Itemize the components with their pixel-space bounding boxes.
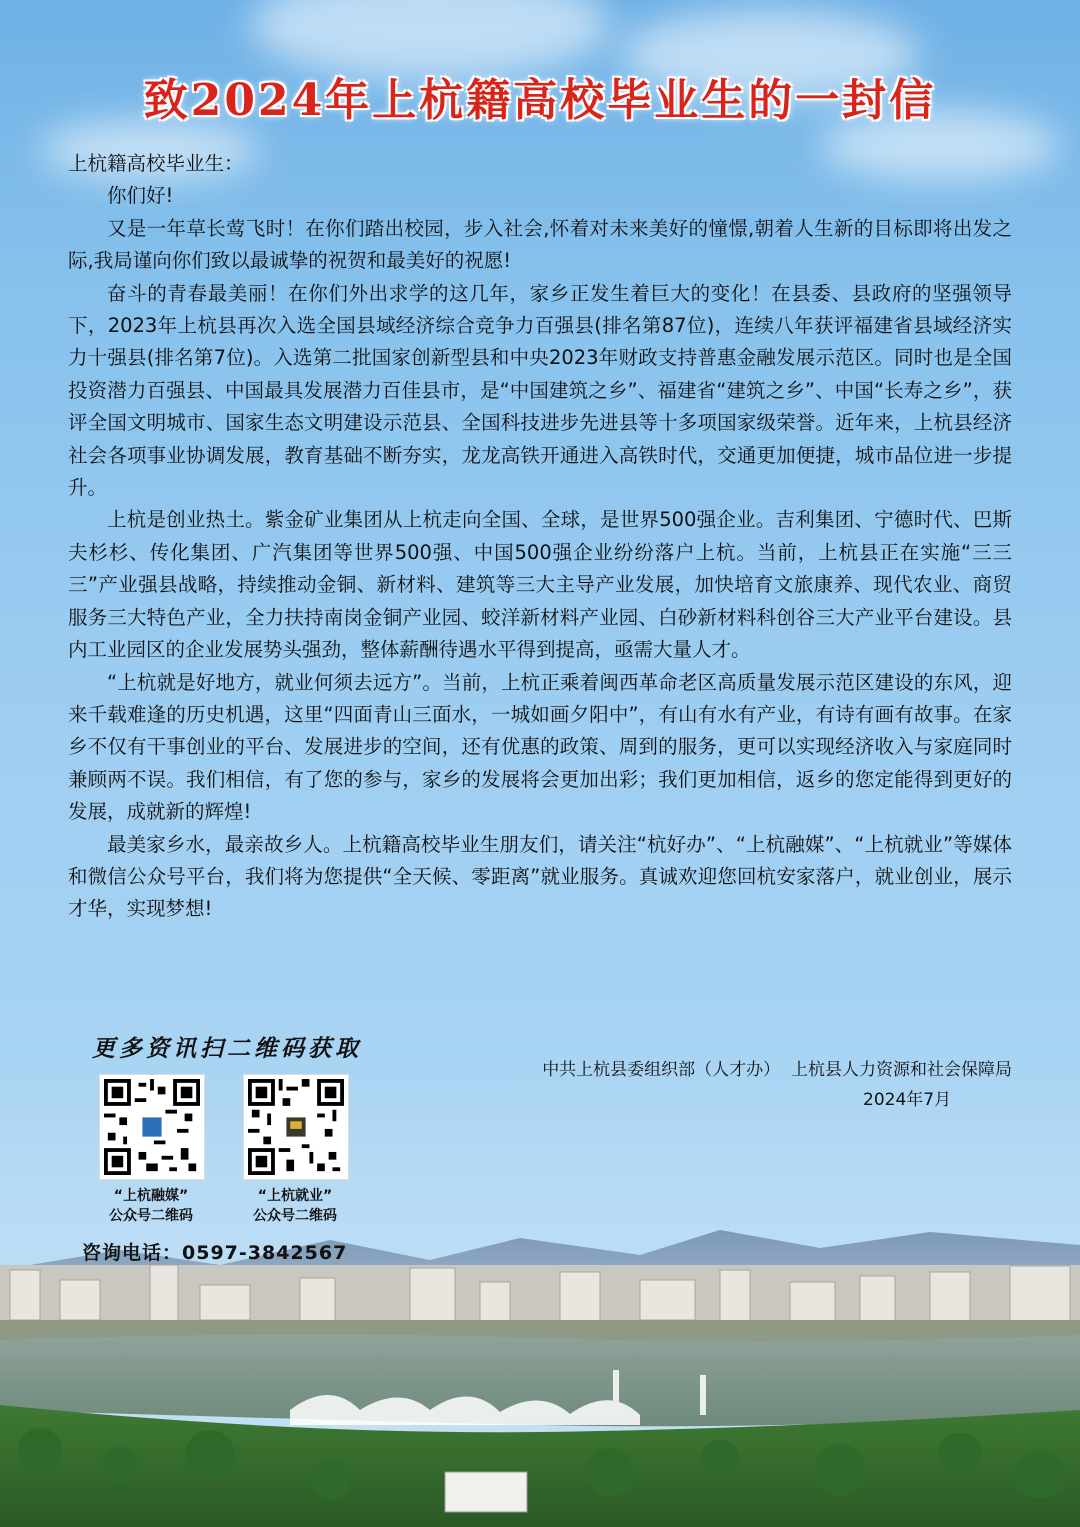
signature <box>542 1055 1012 1115</box>
qr-code-icon <box>248 1079 344 1175</box>
paragraph: 最美家乡水，最亲故乡人。上杭籍高校毕业生朋友们，请关注“杭好办”、“上杭融媒”、“上杭就业”等媒体和微信公众号平台，我们将为您提供“全天候、零距离”就业服务。真诚欢迎您回杭安家落户，就业创业，展示才华，实现梦想! <box>68 832 1012 921</box>
hotline: 咨询电话：0597-3842567 <box>82 1242 348 1264</box>
paragraph: 又是一年草长莺飞时！在你们踏出校园，步入社会,怀着对未来美好的憧憬,朝着人生新的目标即将出发之际,我局谨向你们致以最诚挚的祝贺和最美好的祝愿! <box>68 216 1012 273</box>
paragraph: 奋斗的青春最美丽！在你们外出求学的这几年，家乡正发生着巨大的变化！在县委、县政府的坚强领导下，2023年上杭县再次入选全国县域经济综合竞争力百强县(排名第87位)，连续八年获评福建省县域经济实力十强县(排名第7位)。入选第二批国家创新型县和中央2023年财政支持普惠金融发展示范区。同时也是全国投资潜力百强县、中国最具发展潜力百佳县市，是“中国建筑之乡”、福建省“建筑之乡”、中国“长寿之乡”，获评全国文明城市、国家生态文明建设示范县、全国科技进步先进县等十多项国家级荣誉。近年来，上杭县经济社会各项事业协调发展，教育基础不断夯实，龙龙高铁开通进入高铁时代，交通更加便捷，城市品位进一步提升。 <box>68 281 1012 500</box>
signature-date: 2024年7月 <box>863 1090 952 1110</box>
qr-caption: 公众号二维码 <box>253 1208 337 1224</box>
qr-code-icon <box>104 1079 200 1175</box>
signature-orgs: 中共上杭县委组织部（人才办） 上杭县人力资源和社会保障局 <box>542 1060 1012 1080</box>
salutation: 上杭籍高校毕业生： <box>68 152 244 175</box>
page-title: 致2024年上杭籍高校毕业生的一封信 <box>143 75 937 126</box>
paragraph: 上杭是创业热土。紫金矿业集团从上杭走向全国、全球，是世界500强企业。吉利集团、宁德时代、巴斯夫杉杉、传化集团、广汽集团等世界500强、中国500强企业纷纷落户上杭。当前，上杭县正在实施“三三三”产业强县战略，持续推动金铜、新材料、建筑等三大主导产业发展，加快培育文旅康养、现代农业、商贸服务三大特色产业，全力扶持南岗金铜产业园、蛟洋新材料产业园、白砂新材料科创谷三大产业平台建设。县内工业园区的企业发展势头强劲，整体薪酬待遇水平得到提高，亟需大量人才。 <box>68 508 1012 662</box>
qr-code-jiuye[interactable] <box>243 1074 349 1180</box>
qr-name: “上杭融媒” <box>113 1188 189 1204</box>
paragraph: “上杭就是好地方，就业何须去远方”。当前，上杭正乘着闽西革命老区高质量发展示范区建设的东风，迎来千载难逢的历史机遇，这里“四面青山三面水，一城如画夕阳中”，有山有水有产业，有诗有画有故事。在家乡不仅有干事创业的平台、发展进步的空间，还有优惠的政策、周到的服务，更可以实现经济收入与家庭同时兼顾两不误。我们相信，有了您的参与，家乡的发展将会更加出彩；我们更加相信，返乡的您定能得到更好的发展，成就新的辉煌! <box>68 670 1012 824</box>
greeting: 你们好! <box>107 184 174 208</box>
letter-body <box>68 148 1012 926</box>
qr-name: “上杭就业” <box>257 1188 333 1204</box>
qr-code-rongmei[interactable] <box>99 1074 205 1180</box>
qr-caption: 公众号二维码 <box>109 1208 193 1224</box>
qr-heading: 更多资讯扫二维码获取 <box>92 1035 362 1062</box>
